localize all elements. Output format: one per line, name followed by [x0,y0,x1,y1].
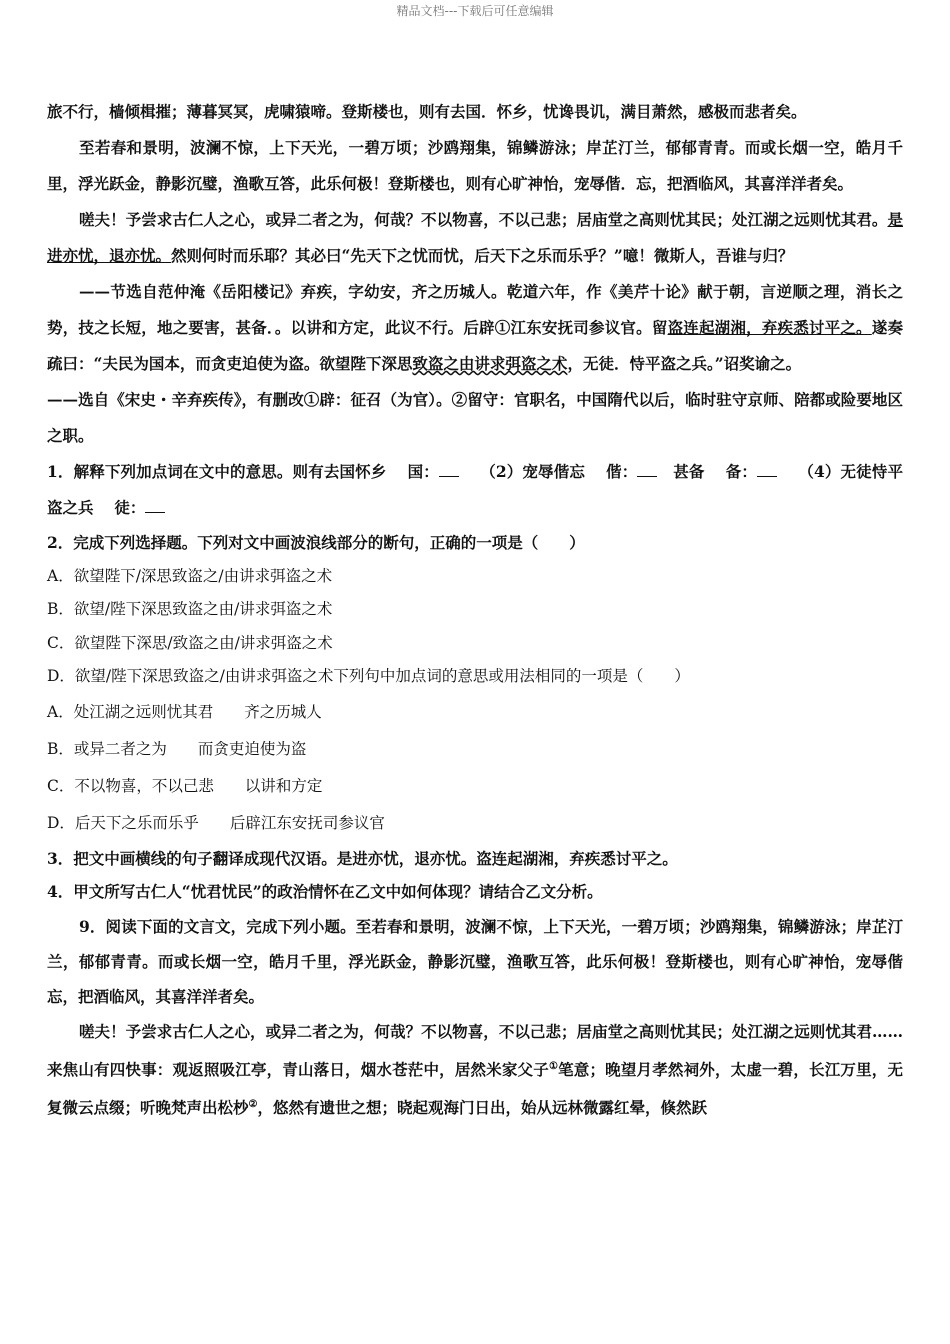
option-item: A．欲望陛下/深思致盗之/由讲求弭盗之术 [47,566,333,585]
question-3: 3．把文中画横线的句子翻译成现代汉语。是进亦忧，退亦忧。盗连起湖湘，弃疾悉讨平之。 [47,848,678,868]
passage-text: 嗟夫！予尝求古仁人之心，或异二者之为，何哉？不以物喜，不以己悲；居庙堂之高则忧其民；处江湖之远则忧其君。 [79,210,888,229]
option-item: B．欲望/陛下深思致盗之由/讲求弭盗之术 [47,600,333,618]
source-note: ——选自《宋史・辛弃疾传》，有删改①辟：征召（为官）。②留守：官职名，中国隋代以后，临时驻守京师、陪都或险要地区之职。 [47,390,903,445]
q1-part: （4）无徒恃平盗之兵 徒： [47,462,903,517]
passage-paragraph: 旅不行，樯倾楫摧；薄暮冥冥，虎啸猿啼。登斯楼也，则有去国．怀乡，忧谗畏讥，满目萧然，感极而悲者矣。 [47,102,807,121]
passage-text: 笔意；晚望月孝然祠外，太虚一碧，长江万里，无复微云点缀；听晚梵声出松杪 [47,1059,903,1117]
answer-blank[interactable] [637,461,657,478]
passage-text: 然则何时而乐耶？其必曰“先天下之忧而忧，后天下之乐而乐乎？”噫！微斯人，吾谁与归？ [171,246,794,265]
question-9-passage: 9．阅读下面的文言文，完成下列小题。至若春和景明，波澜不惊，上下天光，一碧万顷；沙鸥翔集，锦鳞游泳；岸芷汀兰，郁郁青青。而或长烟一空，皓月千里，浮光跃金，静影沉璧，渔歌互答，此乐何极！登斯楼也，则有心旷神怡，宠辱偕忘，把酒临风，其喜洋洋者矣。 [47,916,903,1006]
option-item: B．或异二者之为 而贪吏迫使为盗 [47,739,307,758]
passage-text: 嗟夫！予尝求古仁人之心，或异二者之为，何哉？不以物喜，不以己悲；居庙堂之高则忧其民；处江湖之远则忧其君……来焦山有四快事：观返照吸江亭，青山落日，烟水苍茫中，居然米家父子 [47,1021,903,1079]
passage-paragraph: 至若春和景明，波澜不惊，上下天光，一碧万顷；沙鸥翔集，锦鳞游泳；岸芷汀兰，郁郁青青。而或长烟一空，皓月千里，浮光跃金，静影沉璧，渔歌互答，此乐何极！登斯楼也，则有心旷神怡，宠辱偕．忘，把酒临风，其喜洋洋者矣。 [47,138,903,193]
underlined-sentence: 盗连起湖湘，弃疾悉讨平之。 [667,318,872,337]
answer-blank[interactable] [757,461,777,478]
option-item: C．欲望陛下深思/致盗之由/讲求弭盗之术 [47,633,333,652]
answer-blank[interactable] [439,461,459,478]
question-1 [47,454,903,526]
passage-text: ，无徒．恃平盗之兵。”诏奖谕之。 [567,354,802,373]
passage-text: ，悠然有遗世之想；晓起观海门日出，始从远林微露红晕，倏然跃 [257,1097,707,1117]
question-2-stem: 2．完成下列选择题。下列对文中画波浪线部分的断句，正确的一项是（ ） [47,533,585,552]
passage-text: ——节选自范仲淹《岳阳楼记》弃疾，字幼安，齐之历城人。乾道六年，作《美芹十论》献于朝，言逆顺之理，消长之势，技之长短，地之要害，甚备．。以讲和方定，此议不行。后辟①江东安抚司参议官。留 [47,282,903,337]
passage-text: 遂奏疏曰：“夫民为国本，而贪吏迫使为盗。欲望陛下深思 [47,318,903,373]
q1-part: （2）宠辱偕忘 偕： [480,462,638,481]
option-item: C．不以物喜，不以己悲 以讲和方定 [47,776,323,795]
q1-part: 1．解释下列加点词在文中的意思。则有去国怀乡 国： [47,462,439,481]
document-body [47,94,903,1125]
footnote-marker: ② [248,1098,258,1110]
option-item: D．后天下之乐而乐乎 后辟江东安抚司参议官 [47,813,385,832]
answer-blank[interactable] [145,497,165,514]
footnote-marker: ① [548,1060,559,1072]
question-4: 4．甲文所写古仁人“忧君忧民”的政治情怀在乙文中如何体现？请结合乙文分析。 [47,882,603,901]
question-9-passage [47,1014,903,1125]
wavy-underlined-text: 致盗之由讲求弭盗之术 [412,354,568,373]
option-item: A．处江湖之远则忧其君 齐之历城人 [47,702,322,721]
page-header: 精品文档---下载后可任意编辑 [396,4,554,18]
passage-paragraph [47,202,903,274]
underlined-sentence: 是进亦忧，退亦忧。 [47,210,903,265]
q1-part: 甚备 备： [673,462,757,481]
option-item: D．欲望/陛下深思致盗之/由讲求弭盗之术下列句中加点词的意思或用法相同的一项是（ ） [47,667,690,685]
passage-paragraph [47,274,903,382]
